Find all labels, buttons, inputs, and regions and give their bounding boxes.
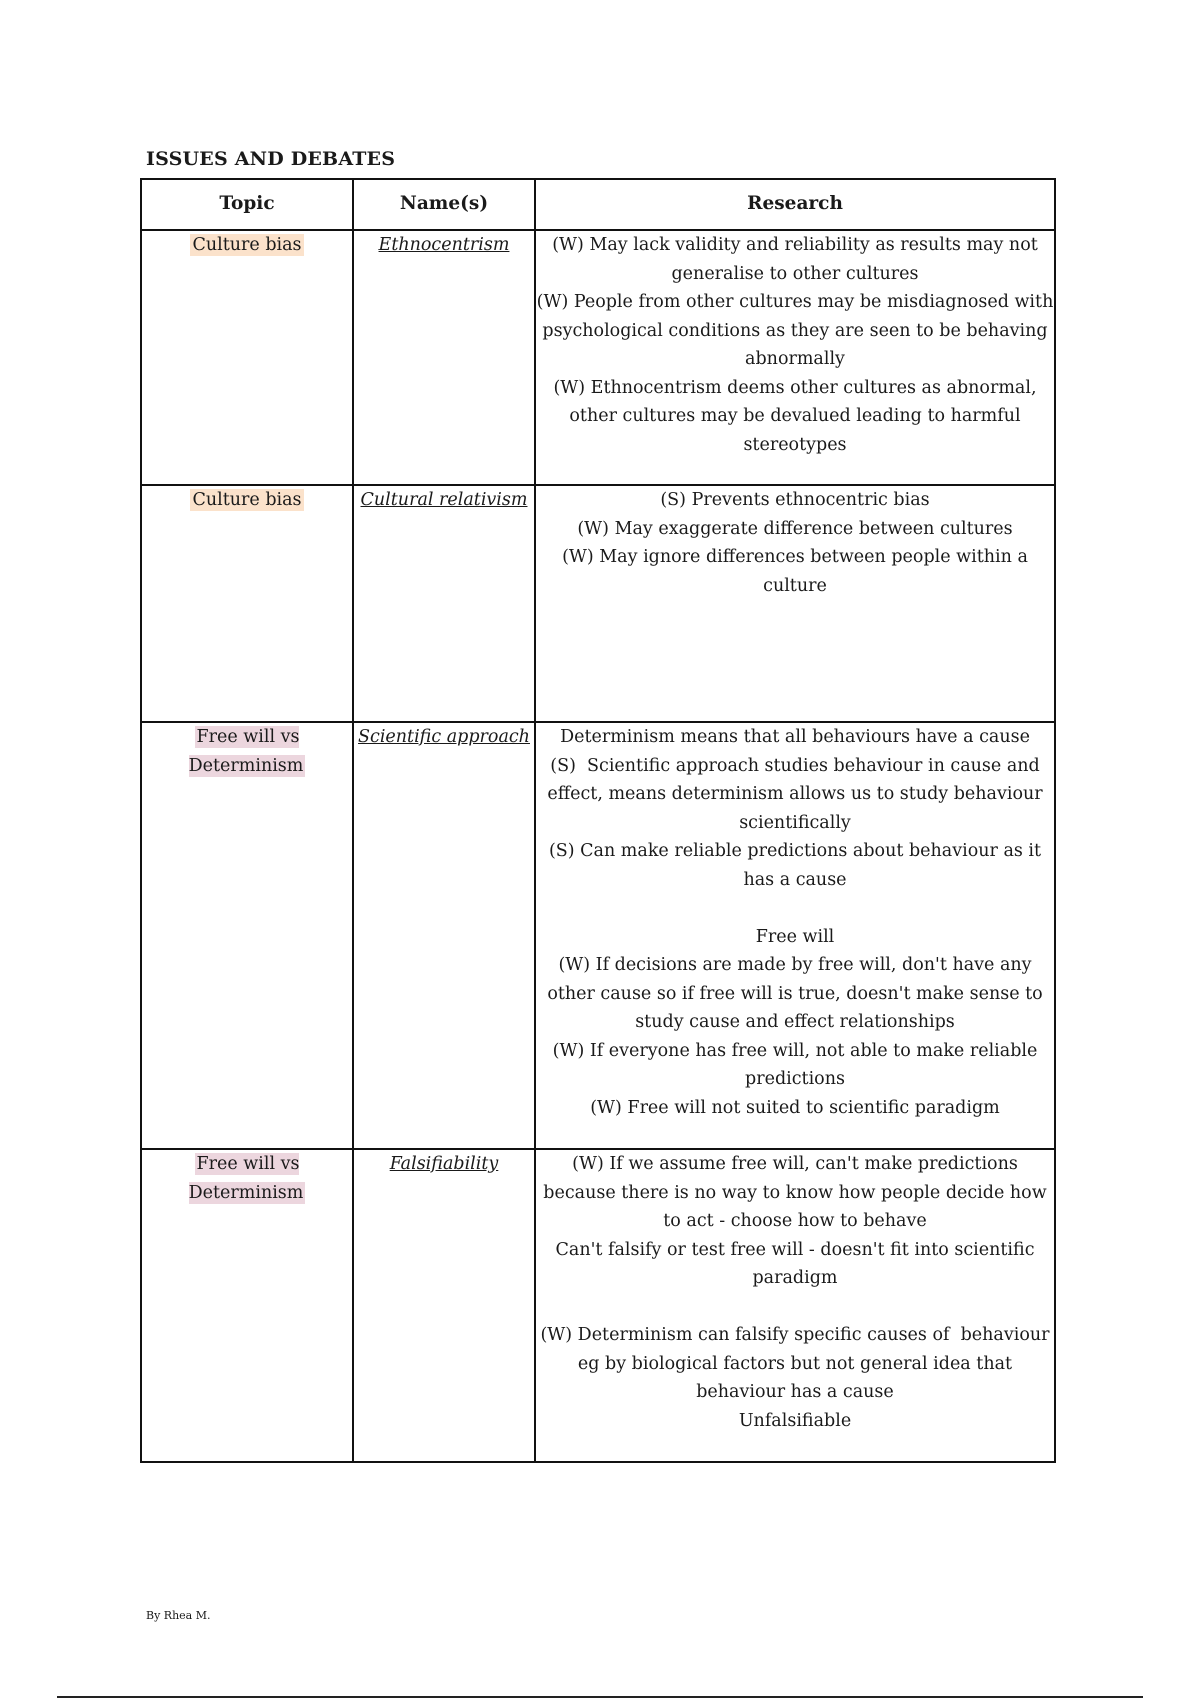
topic-label: Culture bias bbox=[192, 490, 302, 510]
research-line: (S) Scientific approach studies behaviour in cause and effect, means determinism allows us to study behaviour scientifically bbox=[547, 755, 1049, 833]
name-label: Falsifiability bbox=[389, 1154, 499, 1174]
table-row bbox=[141, 722, 1055, 1149]
page-title: ISSUES AND DEBATES bbox=[146, 148, 396, 170]
header-names: Name(s) bbox=[353, 179, 535, 230]
research-line: Can't falsify or test free will - doesn't fit into scientific paradigm bbox=[555, 1239, 1041, 1288]
bottom-divider bbox=[57, 1696, 1143, 1698]
topic-cell bbox=[141, 485, 353, 722]
topic-label: Free will vs Determinism bbox=[188, 1154, 304, 1203]
research-subheading: Free will bbox=[755, 926, 835, 947]
topic-label: Free will vs Determinism bbox=[188, 727, 304, 776]
research-line: (W) May ignore differences between people within a culture bbox=[562, 547, 1034, 596]
research-line: (W) May lack validity and reliability as results may not generalise to other cultures bbox=[552, 235, 1044, 284]
research-line: (W) If we assume free will, can't make predictions because there is no way to know how people decide how to act - choose how to behave bbox=[543, 1154, 1053, 1231]
name-cell bbox=[353, 1149, 535, 1462]
header-topic: Topic bbox=[141, 179, 353, 230]
research-spacer bbox=[536, 894, 1054, 923]
name-cell bbox=[353, 485, 535, 722]
research-line: (W) May exaggerate difference between cultures bbox=[577, 518, 1013, 539]
name-label: Scientific approach bbox=[358, 727, 530, 747]
table-row bbox=[141, 230, 1055, 485]
research-line: Unfalsifiable bbox=[738, 1410, 852, 1431]
research-line: (W) If decisions are made by free will, don't have any other cause so if free will is true, doesn't make sense to study cause and effect relationships bbox=[547, 955, 1049, 1032]
table-row bbox=[141, 485, 1055, 722]
research-cell bbox=[535, 230, 1059, 485]
research-cell bbox=[535, 1149, 1055, 1462]
research-line: (W) People from other cultures may be misdiagnosed with psychological conditions as they are seen to be behaving abnormally bbox=[536, 292, 1059, 369]
issues-debates-table bbox=[140, 178, 1059, 1463]
name-cell bbox=[353, 230, 535, 485]
name-cell bbox=[353, 722, 535, 1149]
topic-label: Culture bias bbox=[192, 235, 302, 255]
header-research: Research bbox=[535, 179, 1055, 230]
research-cell bbox=[535, 722, 1055, 1149]
author-credit: By Rhea M. bbox=[146, 1609, 211, 1622]
research-spacer bbox=[536, 1293, 1054, 1322]
name-label: Ethnocentrism bbox=[378, 235, 510, 255]
research-cell bbox=[535, 485, 1055, 722]
research-line: (W) If everyone has free will, not able to make reliable predictions bbox=[552, 1040, 1043, 1089]
research-line: (S) Prevents ethnocentric bias bbox=[660, 490, 930, 510]
research-line: (S) Can make reliable predictions about behaviour as it has a cause bbox=[548, 841, 1047, 890]
table-header-row bbox=[141, 179, 1055, 230]
name-label: Cultural relativism bbox=[360, 490, 528, 510]
topic-cell bbox=[141, 722, 353, 1149]
table-row bbox=[141, 1149, 1055, 1462]
research-line: (W) Free will not suited to scientific paradigm bbox=[590, 1097, 1000, 1118]
topic-cell bbox=[141, 230, 353, 485]
research-line: Determinism means that all behaviours have a cause bbox=[560, 727, 1030, 747]
topic-cell bbox=[141, 1149, 353, 1462]
research-line: (W) Ethnocentrism deems other cultures as abnormal, other cultures may be devalued leading to harmful stereotypes bbox=[553, 377, 1043, 455]
research-line: (W) Determinism can falsify specific causes of behaviour eg by biological factors but not general idea that behaviour has a cause bbox=[540, 1325, 1056, 1402]
